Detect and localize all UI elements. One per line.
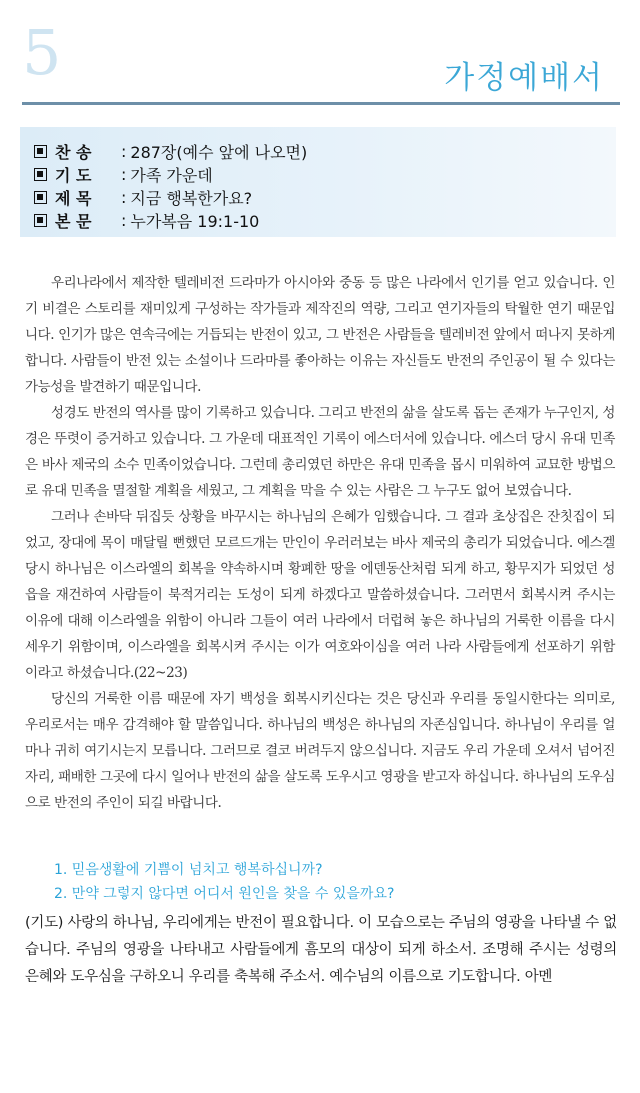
- page-number: 5: [22, 16, 62, 89]
- info-row-scripture: [34, 209, 616, 232]
- info-colon: :: [121, 142, 127, 161]
- info-row-prayer: [34, 163, 616, 186]
- info-colon: :: [121, 188, 127, 207]
- info-colon: :: [121, 165, 127, 184]
- discussion-questions: [54, 858, 614, 906]
- info-label: 본 문: [55, 212, 92, 231]
- body-paragraph: 당신의 거룩한 이름 때문에 자기 백성을 회복시키신다는 것은 당신과 우리를 동일시한다는 의미로, 우리로서는 매우 감격해야 할 말씀입니다. 하나님의 백성은 하나님의 자존심입니다. 하나님이 우리를 얼마나 귀히 여기시는지 모릅니다. 그러므로 결코 버려두지 않으십니다. 지금도 우리 가운데 오셔서 넘어진 자리, 패배한 그곳에 다시 일어나 반전의 삶을 살도록 도우시고 영광을 받고자 하십니다. 하나님의 도우심으로 반전의 주인이 되길 바랍니다.: [25, 691, 615, 811]
- square-bullet-icon: [34, 168, 47, 181]
- square-bullet-icon: [34, 145, 47, 158]
- info-label: 제 목: [55, 189, 92, 208]
- info-row-subject: [34, 186, 616, 209]
- info-value: 누가복음 19:1-10: [130, 212, 260, 231]
- info-label: 기 도: [55, 166, 92, 185]
- question-item: 1. 믿음생활에 기쁨이 넘치고 행복하십니까?: [54, 862, 323, 878]
- info-colon: :: [121, 211, 127, 230]
- info-value: 287장(예수 앞에 나오면): [130, 143, 308, 162]
- closing-prayer: (기도) 사랑의 하나님, 우리에게는 반전이 필요합니다. 이 모습으로는 주님의 영광을 나타낼 수 없습니다. 주님의 영광을 나타내고 사람들에게 흠모의 대상이 되게 하소서. 조명해 주시는 성령의 은혜와 도우심을 구하오니 우리를 축복해 주소서. 예수님의 이름으로 기도합니다. 아멘: [25, 915, 617, 985]
- sermon-body: [25, 270, 615, 816]
- worship-info-box: [20, 127, 616, 237]
- square-bullet-icon: [34, 214, 47, 227]
- question-item: 2. 만약 그렇지 않다면 어디서 원인을 찾을 수 있을까요?: [54, 886, 395, 902]
- square-bullet-icon: [34, 191, 47, 204]
- body-paragraph: 우리나라에서 제작한 텔레비전 드라마가 아시아와 중동 등 많은 나라에서 인기를 얻고 있습니다. 인기 비결은 스토리를 재미있게 구성하는 작가들과 제작진의 역량, 그리고 연기자들의 탁월한 연기 때문입니다. 인기가 많은 연속극에는 거듭되는 반전이 있고, 그 반전은 사람들을 텔레비전 앞에서 떠나지 못하게 합니다. 사람들이 반전 있는 소설이나 드라마를 좋아하는 이유는 자신들도 반전의 주인공이 될 수 있다는 가능성을 발견하기 때문입니다.: [25, 275, 615, 395]
- info-row-hymn: [34, 140, 616, 163]
- body-paragraph: 성경도 반전의 역사를 많이 기록하고 있습니다. 그리고 반전의 삶을 살도록 돕는 존재가 누구인지, 성경은 뚜렷이 증거하고 있습니다. 그 가운데 대표적인 기록이 에스더서에 있습니다. 에스더 당시 유대 민족은 바사 제국의 소수 민족이었습니다. 그런데 총리였던 하만은 유대 민족을 몹시 미워하여 교묘한 방법으로 유대 민족을 멸절할 계획을 세웠고, 그 계획을 막을 수 있는 사람은 그 누구도 없어 보였습니다.: [25, 405, 616, 499]
- info-value: 가족 가운데: [130, 166, 213, 185]
- page-title: 가정예배서: [444, 60, 604, 96]
- header-divider: [22, 102, 620, 105]
- info-label: 찬 송: [55, 143, 92, 162]
- body-paragraph: 그러나 손바닥 뒤집듯 상황을 바꾸시는 하나님의 은혜가 임했습니다. 그 결과 초상집은 잔칫집이 되었고, 장대에 목이 매달릴 뻔했던 모르드개는 만인이 우러러보는 바사 제국의 총리가 되었습니다. 에스겔 당시 하나님은 이스라엘의 회복을 약속하시며 황폐한 땅을 에덴동산처럼 되게 하고, 황무지가 되었던 성읍을 재건하여 사람들이 북적거리는 도성이 되게 하겠다고 말씀하셨습니다. 그러면서 회복시켜 주시는 이유에 대해 이스라엘을 위함이 아니라 그들이 여러 나라에서 더럽혀 놓은 하나님의 거룩한 이름을 다시 세우기 위함이며, 이스라엘을 회복시켜 주시는 이가 여호와이심을 여러 나라 사람들에게 선포하기 위함이라고 하셨습니다.(22~23): [25, 509, 615, 681]
- info-value: 지금 행복한가요?: [130, 189, 253, 208]
